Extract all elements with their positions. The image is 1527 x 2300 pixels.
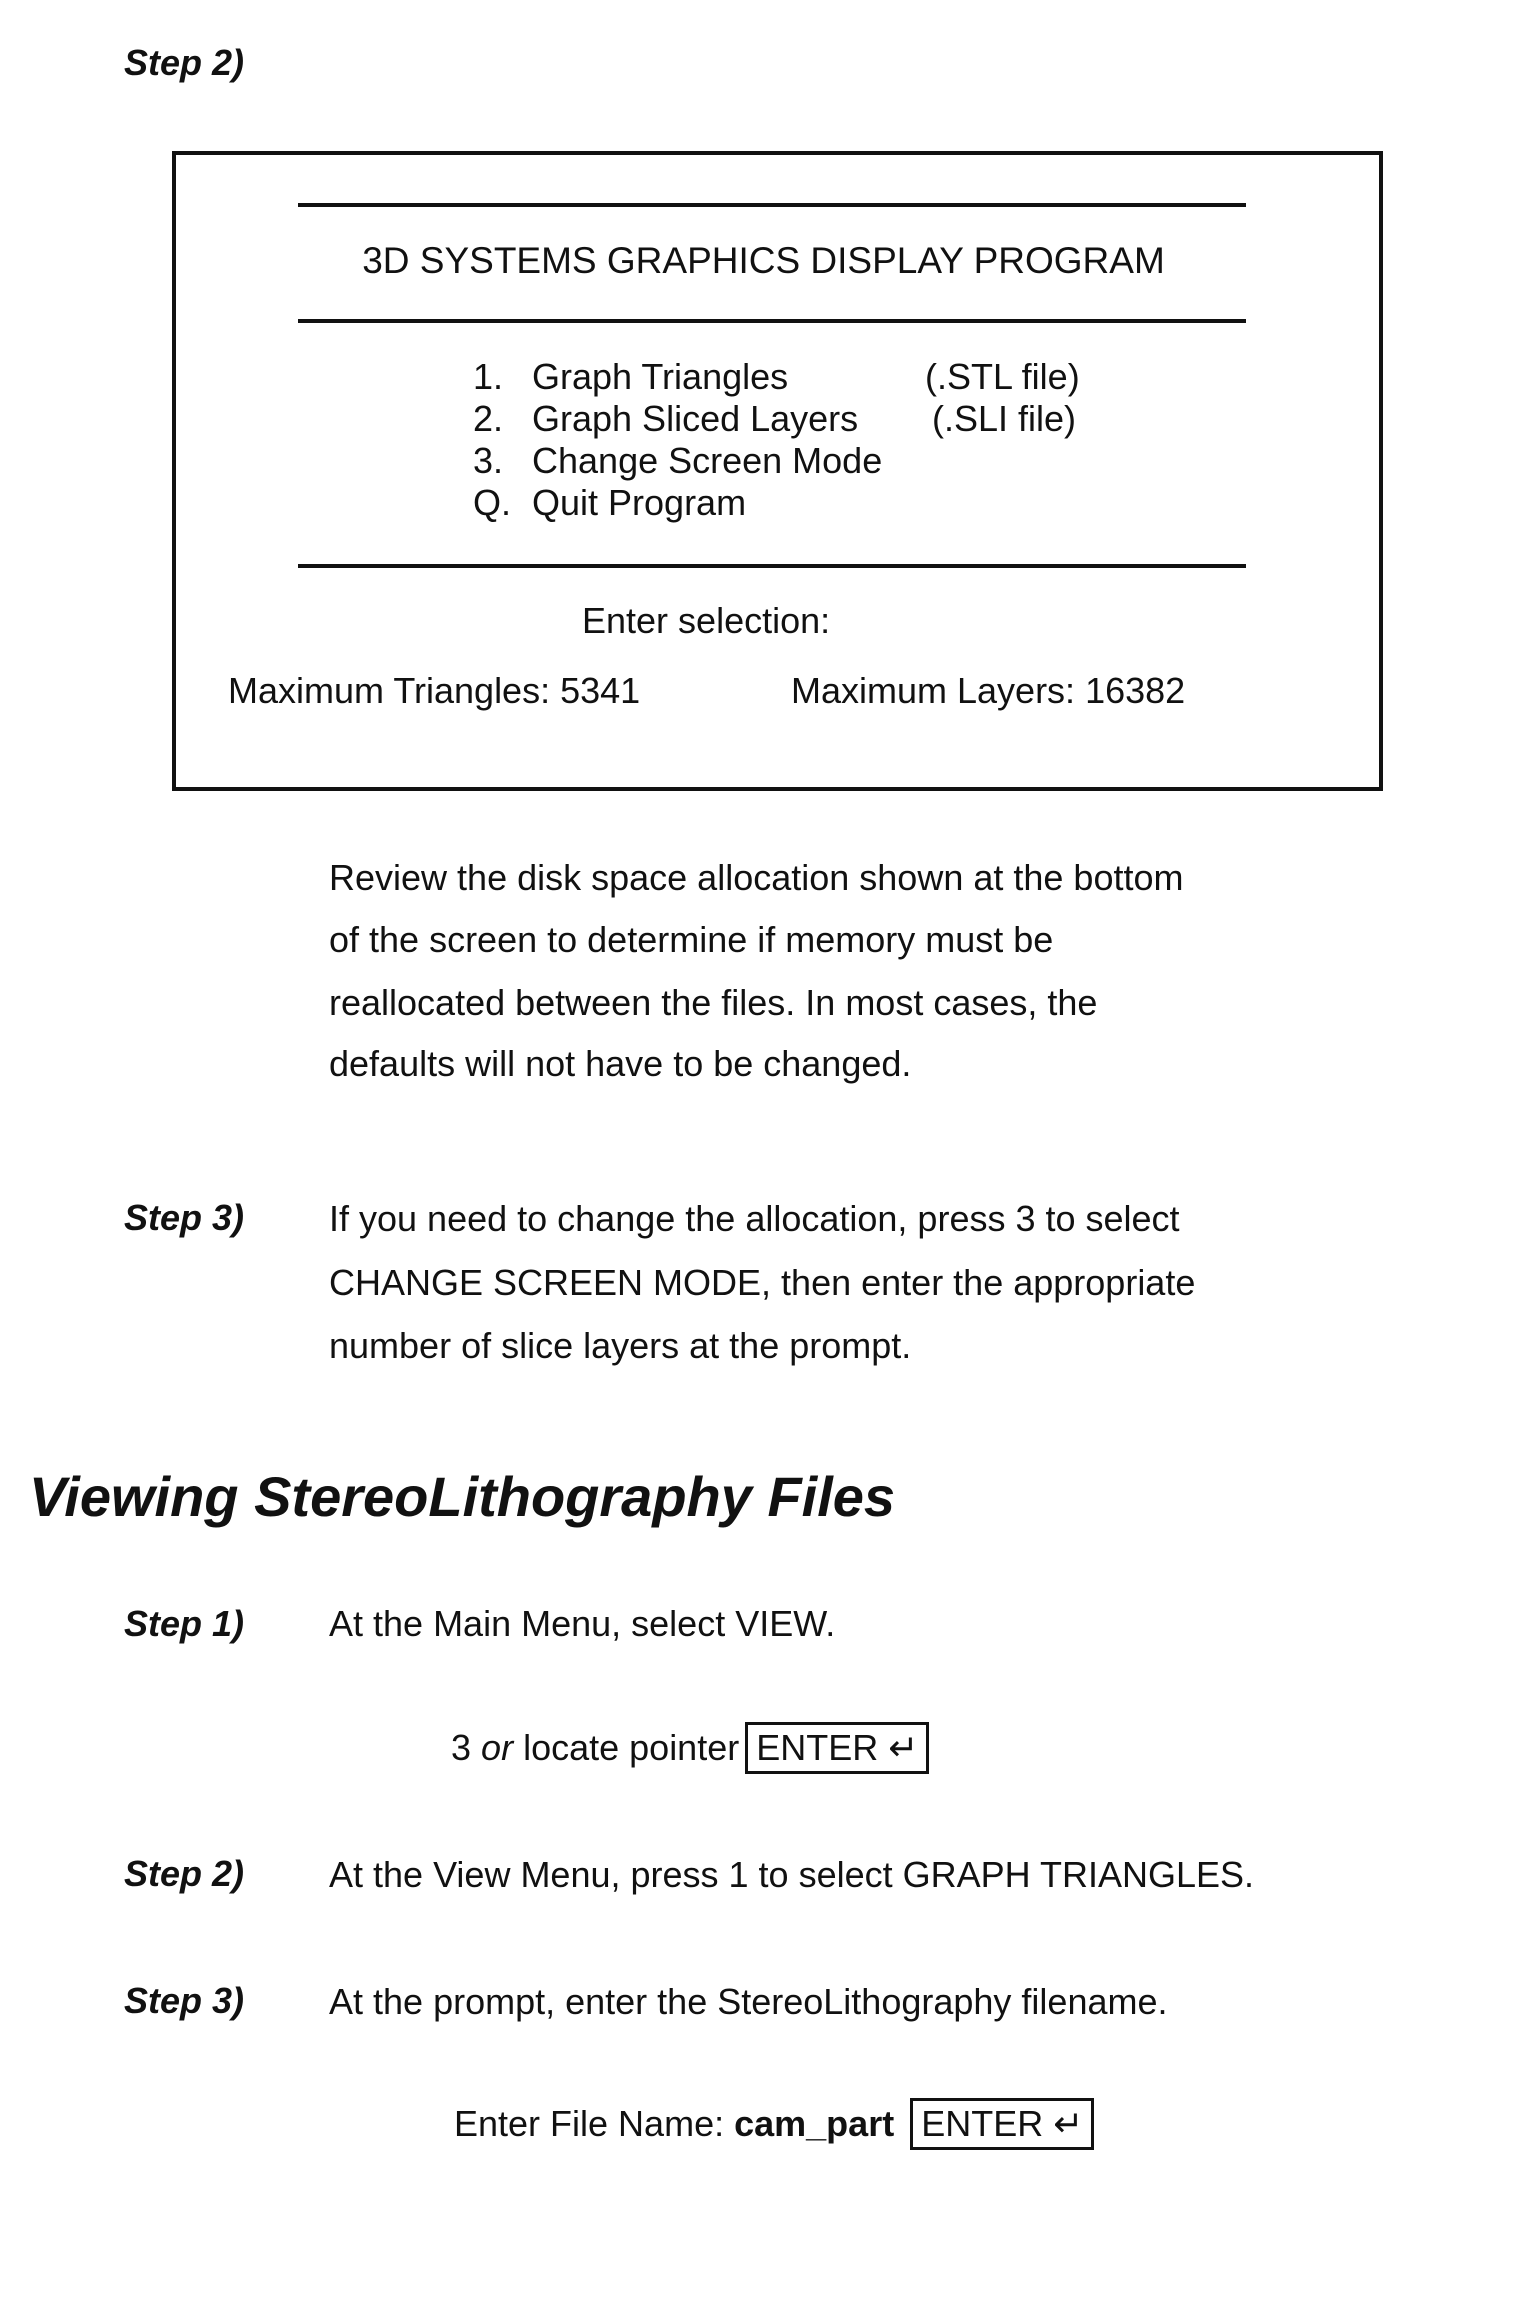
step-1-label: Step 1) <box>124 1603 244 1645</box>
divider <box>298 319 1246 323</box>
step-2-text: At the View Menu, press 1 to select GRAPH TRIANGLES. <box>329 1843 1254 1906</box>
menu-key: Q. <box>473 482 511 524</box>
step-1-text: At the Main Menu, select VIEW. <box>329 1592 835 1655</box>
return-arrow-icon: ↵ <box>888 1727 918 1768</box>
enter-key <box>910 2098 1094 2150</box>
command-enter-filename <box>454 2098 1094 2150</box>
command-text: locate pointer <box>523 1727 739 1768</box>
menu-item-graph-sliced-layers: Graph Sliced Layers <box>532 398 858 440</box>
step-3-label: Step 3) <box>124 1197 244 1239</box>
menu-item-quit-program: Quit Program <box>532 482 746 524</box>
menu-item-ext: (.STL file) <box>925 356 1080 398</box>
step-3-line: number of slice layers at the prompt. <box>329 1314 911 1377</box>
max-layers: Maximum Layers: 16382 <box>791 670 1185 712</box>
paragraph-line: of the screen to determine if memory must be <box>329 908 1053 971</box>
return-arrow-icon: ↵ <box>1053 2103 1083 2144</box>
enter-key-label: ENTER <box>756 1727 878 1768</box>
section-heading: Viewing StereoLithography Files <box>29 1464 895 1529</box>
step-3-label: Step 3) <box>124 1980 244 2022</box>
filename-value: cam_part <box>734 2103 894 2144</box>
enter-key <box>745 1722 929 1774</box>
step-2-label: Step 2) <box>124 1853 244 1895</box>
enter-selection-prompt: Enter selection: <box>582 600 830 642</box>
step-2-label: Step 2) <box>124 42 244 84</box>
menu-key: 3. <box>473 440 503 482</box>
program-title: 3D SYSTEMS GRAPHICS DISPLAY PROGRAM <box>0 240 1527 282</box>
command-prefix: Enter File Name: <box>454 2103 724 2144</box>
max-triangles: Maximum Triangles: 5341 <box>228 670 640 712</box>
menu-item-ext: (.SLI file) <box>932 398 1076 440</box>
divider <box>298 203 1246 207</box>
step-3-text: At the prompt, enter the StereoLithography filename. <box>329 1970 1168 2033</box>
paragraph-line: Review the disk space allocation shown at the bottom <box>329 846 1183 909</box>
menu-item-change-screen-mode: Change Screen Mode <box>532 440 882 482</box>
step-3-line: CHANGE SCREEN MODE, then enter the appropriate <box>329 1251 1195 1314</box>
manual-page <box>0 0 1527 2300</box>
paragraph-line: defaults will not have to be changed. <box>329 1032 911 1095</box>
divider <box>298 564 1246 568</box>
command-number: 3 <box>451 1727 471 1768</box>
paragraph-line: reallocated between the files. In most cases, the <box>329 971 1097 1034</box>
command-locate-pointer <box>451 1722 929 1774</box>
menu-key: 2. <box>473 398 503 440</box>
menu-key: 1. <box>473 356 503 398</box>
command-or: or <box>481 1727 513 1768</box>
step-3-line: If you need to change the allocation, press 3 to select <box>329 1187 1180 1250</box>
menu-item-graph-triangles: Graph Triangles <box>532 356 788 398</box>
enter-key-label: ENTER <box>921 2103 1043 2144</box>
